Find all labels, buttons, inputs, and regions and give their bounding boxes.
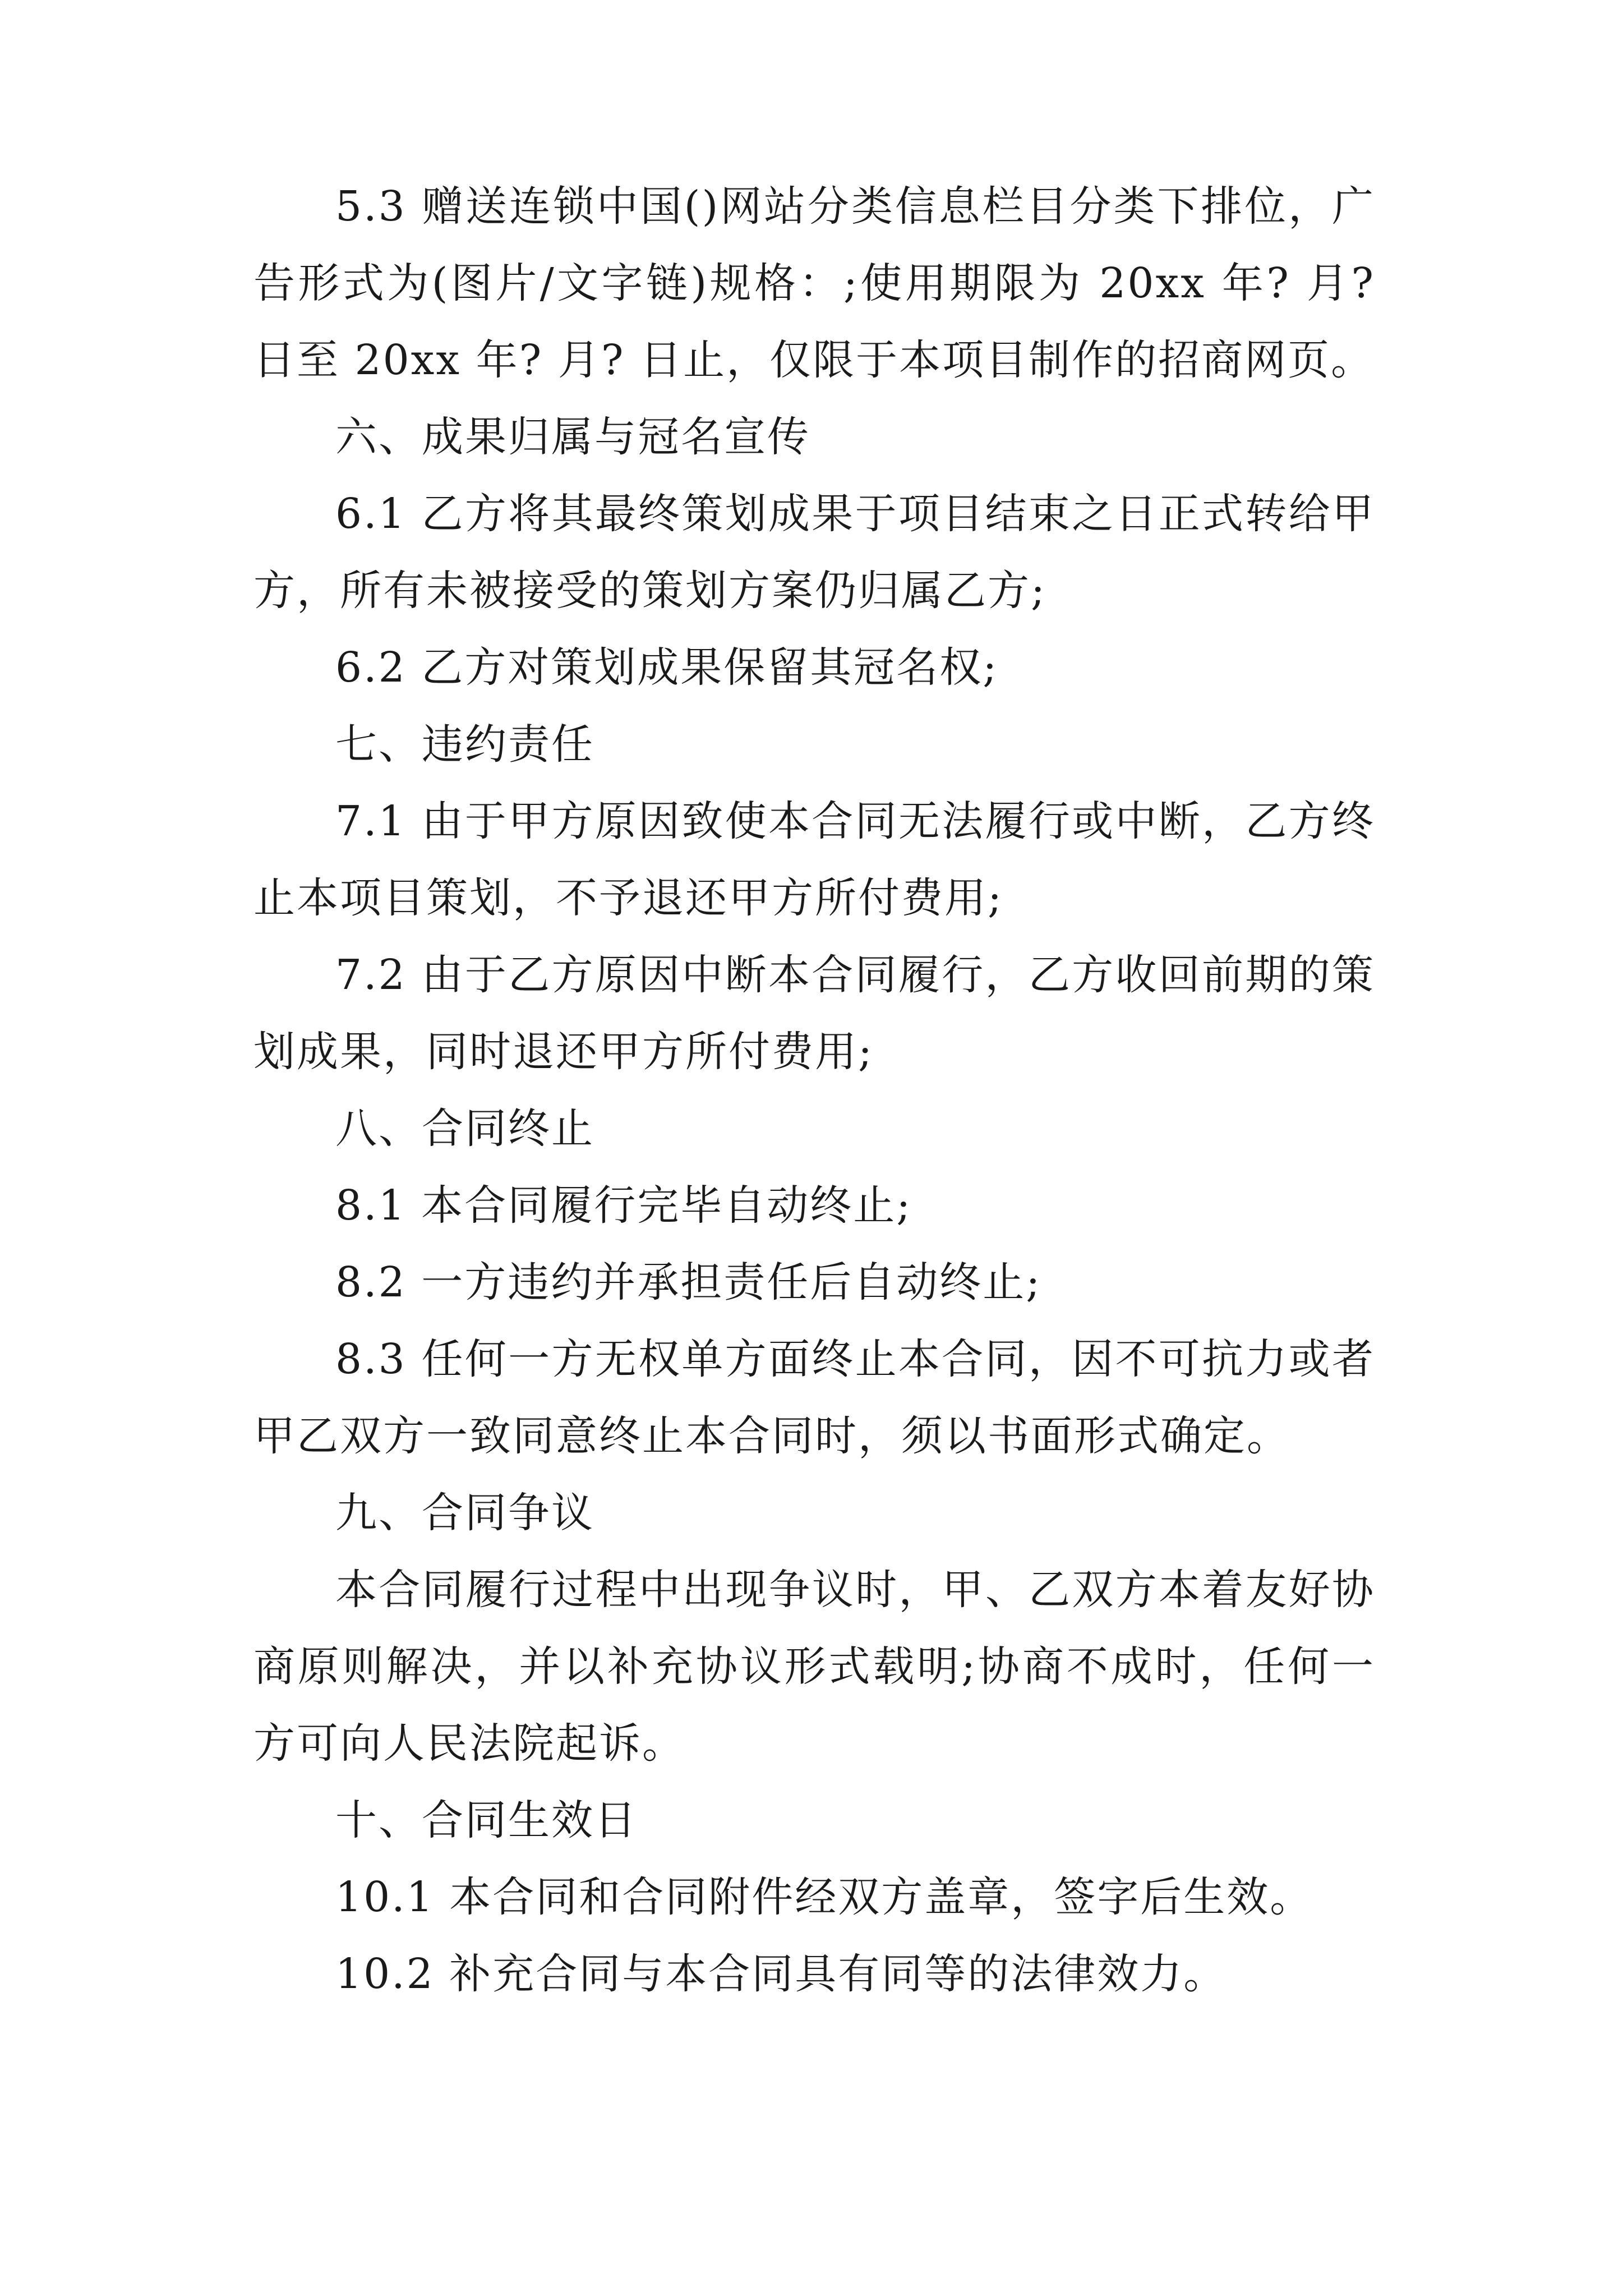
- clause-8-1-paragraph: 8.1 本合同履行完毕自动终止;: [335, 1181, 912, 1230]
- document-body: [253, 168, 1375, 2013]
- clause-8-3-paragraph: 8.3 任何一方无权单方面终止本合同，因不可抗力或者甲乙双方一致同意终止本合同时，须以书面形式确定。: [253, 1335, 1375, 1460]
- section-10-heading: 十、合同生效日: [335, 1796, 638, 1844]
- clause-8-2-paragraph: 8.2 一方违约并承担责任后自动终止;: [335, 1258, 1042, 1306]
- section-6-heading: 六、成果归属与冠名宣传: [335, 413, 810, 461]
- section-9-heading: 九、合同争议: [335, 1489, 594, 1537]
- section-9-body-paragraph: 本合同履行过程中出现争议时，甲、乙双方本着友好协商原则解决，并以补充协议形式载明;协商不成时，任何一方可向人民法院起诉。: [253, 1566, 1375, 1768]
- clause-10-2-paragraph: 10.2 补充合同与本合同具有同等的法律效力。: [335, 1950, 1227, 1998]
- section-7-heading: 七、违约责任: [335, 720, 594, 769]
- section-8-heading: 八、合同终止: [335, 1105, 594, 1153]
- clause-5-3-paragraph: 5.3 赠送连锁中国()网站分类信息栏目分类下排位，广告形式为(图片/文字链)规格：;使用期限为 20xx 年? 月?日至 20xx 年? 月? 日止，仅限于本项目制作的招商网页。: [253, 182, 1375, 384]
- clause-6-1-paragraph: 6.1 乙方将其最终策划成果于项目结束之日正式转给甲方，所有未被接受的策划方案仍归属乙方;: [253, 490, 1375, 615]
- clause-6-2-paragraph: 6.2 乙方对策划成果保留其冠名权;: [335, 643, 999, 692]
- clause-7-2-paragraph: 7.2 由于乙方原因中断本合同履行，乙方收回前期的策划成果，同时退还甲方所付费用;: [253, 951, 1375, 1076]
- clause-7-1-paragraph: 7.1 由于甲方原因致使本合同无法履行或中断，乙方终止本项目策划，不予退还甲方所付费用;: [253, 797, 1375, 922]
- clause-10-1-paragraph: 10.1 本合同和合同附件经双方盖章，签字后生效。: [335, 1873, 1313, 1921]
